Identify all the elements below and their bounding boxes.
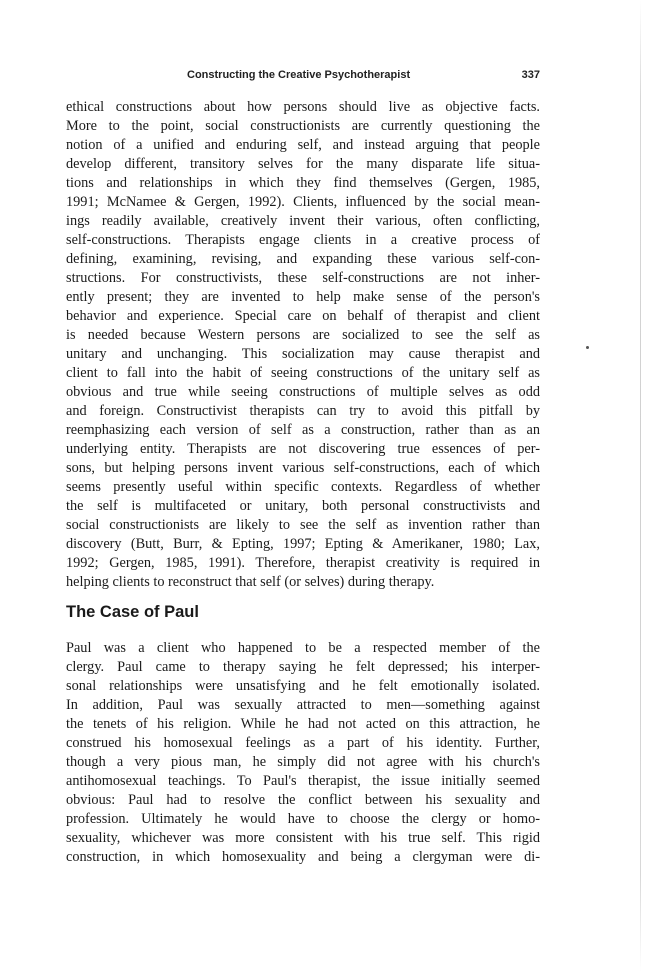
text-line: ently present; they are invented to help make sense of the person's xyxy=(66,289,540,305)
text-line: discovery (Butt, Burr, & Epting, 1997; Epting & Amerikaner, 1980; Lax, xyxy=(66,536,540,552)
text-line: develop different, transitory selves for the many disparate life situa- xyxy=(66,156,540,172)
running-head xyxy=(66,69,540,83)
running-head-title: Constructing the Creative Psychotherapist xyxy=(187,69,411,81)
text-line: reemphasizing each version of self as a construction, rather than as an xyxy=(66,422,540,438)
text-line: 1992; Gergen, 1985, 1991). Therefore, therapist creativity is required in xyxy=(66,555,540,571)
text-line: obvious and true while seeing constructions of multiple selves as odd xyxy=(66,384,540,400)
text-line: ethical constructions about how persons should live as objective facts. xyxy=(66,99,540,115)
text-line: unitary and unchanging. This socialization may cause therapist and xyxy=(66,346,540,362)
text-line: In addition, Paul was sexually attracted to men—something against xyxy=(66,697,540,713)
text-line: behavior and experience. Special care on behalf of therapist and client xyxy=(66,308,540,324)
text-line: sexuality, whichever was more consistent with his true self. This rigid xyxy=(66,830,540,846)
text-line: tions and relationships in which they find themselves (Gergen, 1985, xyxy=(66,175,540,191)
text-line: social constructionists are likely to see the self as invention rather than xyxy=(66,517,540,533)
text-line: construction, in which homosexuality and being a clergyman were di- xyxy=(66,849,540,865)
text-line: defining, examining, revising, and expanding these various self-con- xyxy=(66,251,540,267)
text-line: Paul was a client who happened to be a respected member of the xyxy=(66,640,540,656)
stray-ink-dot xyxy=(586,346,589,349)
text-line: the tenets of his religion. While he had not acted on this attraction, he xyxy=(66,716,540,732)
text-line: notion of a unified and enduring self, and instead arguing that people xyxy=(66,137,540,153)
text-line: the self is multifaceted or unitary, both personal constructivists and xyxy=(66,498,540,514)
section-heading: The Case of Paul xyxy=(66,603,199,621)
text-line: client to fall into the habit of seeing constructions of the unitary self as xyxy=(66,365,540,381)
text-line: underlying entity. Therapists are not discovering true essences of per- xyxy=(66,441,540,457)
text-line: self-constructions. Therapists engage clients in a creative process of xyxy=(66,232,540,248)
text-line: More to the point, social constructionists are currently questioning the xyxy=(66,118,540,134)
text-line: seems presently useful within specific contexts. Regardless of whether xyxy=(66,479,540,495)
page-number: 337 xyxy=(521,69,540,81)
text-line: ings readily available, creatively invent their various, often conflicting, xyxy=(66,213,540,229)
text-line: 1991; McNamee & Gergen, 1992). Clients, influenced by the social mean- xyxy=(66,194,540,210)
text-line: clergy. Paul came to therapy saying he felt depressed; his interper- xyxy=(66,659,540,675)
page-edge-line xyxy=(640,0,641,972)
text-line: helping clients to reconstruct that self (or selves) during therapy. xyxy=(66,574,435,590)
text-line: structions. For constructivists, these self-constructions are not inher- xyxy=(66,270,540,286)
text-line: profession. Ultimately he would have to choose the clergy or homo- xyxy=(66,811,540,827)
text-line: is needed because Western persons are socialized to see the self as xyxy=(66,327,540,343)
text-line: sonal relationships were unsatisfying and he felt emotionally isolated. xyxy=(66,678,540,694)
text-line: sons, but helping persons invent various self-constructions, each of which xyxy=(66,460,540,476)
text-line: antihomosexual teachings. To Paul's therapist, the issue initially seemed xyxy=(66,773,540,789)
text-line: construed his homosexual feelings as a part of his identity. Further, xyxy=(66,735,540,751)
text-line: though a very pious man, he simply did not agree with his church's xyxy=(66,754,540,770)
text-line: and foreign. Constructivist therapists can try to avoid this pitfall by xyxy=(66,403,540,419)
text-line: obvious: Paul had to resolve the conflict between his sexuality and xyxy=(66,792,540,808)
